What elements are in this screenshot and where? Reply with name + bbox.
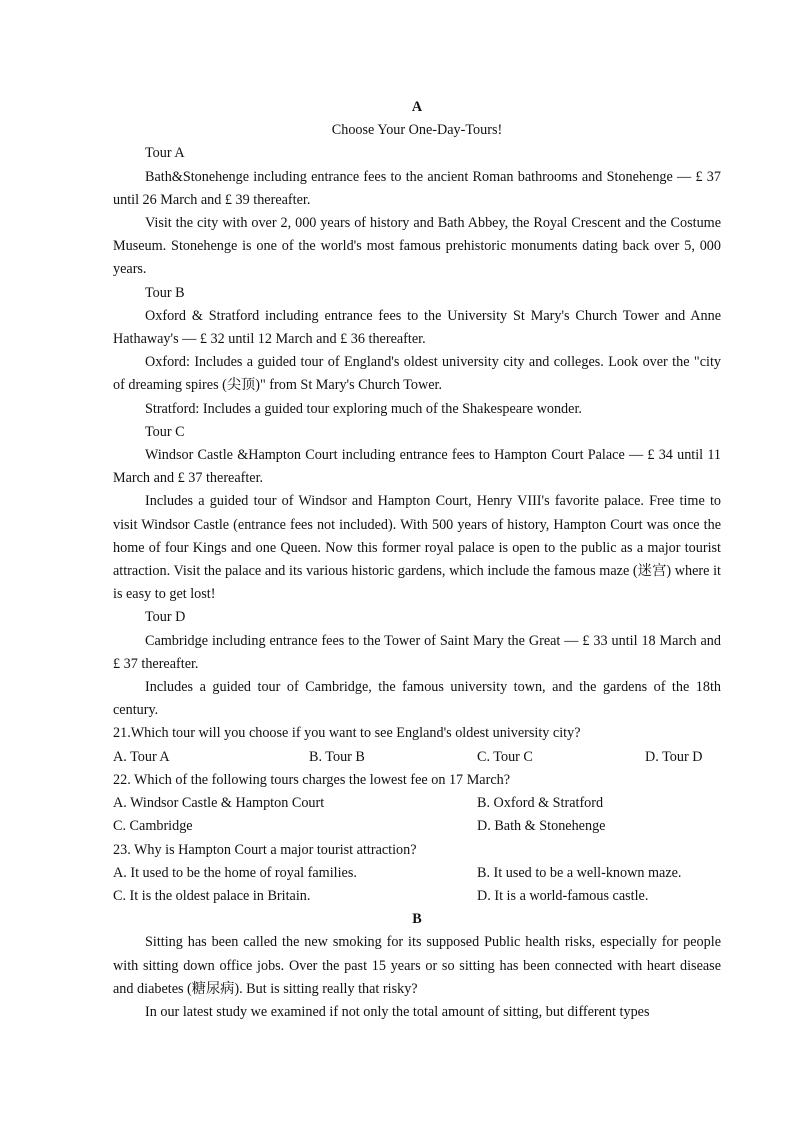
question-21-option-c: C. Tour C xyxy=(477,748,533,765)
question-21-option-d: D. Tour D xyxy=(645,748,703,765)
document-page xyxy=(113,96,721,1024)
tour-b-heading: Tour B xyxy=(145,284,185,301)
question-21-option-a: A. Tour A xyxy=(113,748,170,765)
section-b-paragraph-2: In our latest study we examined if not only the total amount of sitting, but different types xyxy=(145,1003,650,1020)
question-22-option-d: D. Bath & Stonehenge xyxy=(477,818,606,835)
question-22-options xyxy=(113,792,721,838)
tour-b-price: Oxford & Stratford including entrance fees to the University St Mary's Church Tower and Anne Hathaway's — £ 32 until 12 March and £ 36 thereafter. xyxy=(113,307,721,348)
question-22-option-a: A. Windsor Castle & Hampton Court xyxy=(113,795,325,812)
question-21-options xyxy=(113,746,721,769)
tour-a-price: Bath&Stonehenge including entrance fees to the ancient Roman bathrooms and Stonehenge — £ 37 until 26 March and £ 39 thereafter. xyxy=(113,168,721,208)
tour-a-heading: Tour A xyxy=(145,145,185,162)
question-23-option-b: B. It used to be a well-known maze. xyxy=(477,864,682,881)
tour-c-price: Windsor Castle &Hampton Court including entrance fees to Hampton Court Palace — £ 34 until 11 March and £ 37 thereafter. xyxy=(113,447,721,487)
tour-d-price: Cambridge including entrance fees to the Tower of Saint Mary the Great — £ 33 until 18 March and £ 37 thereafter. xyxy=(113,632,721,672)
section-b-letter: B xyxy=(412,911,422,928)
tour-c-heading: Tour C xyxy=(145,423,185,440)
tour-d-heading: Tour D xyxy=(145,609,186,626)
section-a-letter: A xyxy=(411,99,423,115)
question-21-option-b: B. Tour B xyxy=(309,748,365,765)
tour-b-oxford: Oxford: Includes a guided tour of England's oldest university city and colleges. Look over the "city of dreaming spires (尖顶)" from St Mary's Church Tower. xyxy=(113,354,721,394)
tour-b-stratford: Stratford: Includes a guided tour exploring much of the Shakespeare wonder. xyxy=(145,400,582,417)
question-23-option-a: A. It used to be the home of royal families. xyxy=(113,864,357,881)
section-b-paragraph-1: Sitting has been called the new smoking for its supposed Public health risks, especially for people with sitting down office jobs. Over the past 15 years or so sitting has been connected with heart disease and diabetes (糖尿病). But is sitting really that risky? xyxy=(113,934,721,997)
question-22-option-b: B. Oxford & Stratford xyxy=(477,795,604,812)
question-22-option-c: C. Cambridge xyxy=(113,818,193,835)
tour-d-description: Includes a guided tour of Cambridge, the famous university town, and the gardens of the 18th century. xyxy=(113,679,721,719)
tour-a-description: Visit the city with over 2, 000 years of history and Bath Abbey, the Royal Crescent and the Costume Museum. Stonehenge is one of the world's most famous prehistoric monuments dating back over 5, 000 years. xyxy=(113,215,721,278)
question-23-option-d: D. It is a world-famous castle. xyxy=(477,887,649,904)
question-22-stem: 22. Which of the following tours charges the lowest fee on 17 March? xyxy=(113,771,511,788)
question-23-stem: 23. Why is Hampton Court a major tourist attraction? xyxy=(113,841,417,858)
question-23-option-c: C. It is the oldest palace in Britain. xyxy=(113,887,311,904)
question-23-options xyxy=(113,862,721,908)
section-a-title: Choose Your One-Day-Tours! xyxy=(331,122,503,139)
question-21-stem: 21.Which tour will you choose if you want to see England's oldest university city? xyxy=(113,725,581,742)
tour-c-description: Includes a guided tour of Windsor and Hampton Court, Henry VIII's favorite palace. Free time to visit Windsor Castle (entrance fees not included). With 500 years of history, Hampton Court was once the home of four Kings and one Queen. Now this former royal palace is open to the public as a major tourist attraction. Visit the palace and its various historic gardens, which include the famous maze (迷宫) where it is easy to get lost! xyxy=(113,493,721,603)
